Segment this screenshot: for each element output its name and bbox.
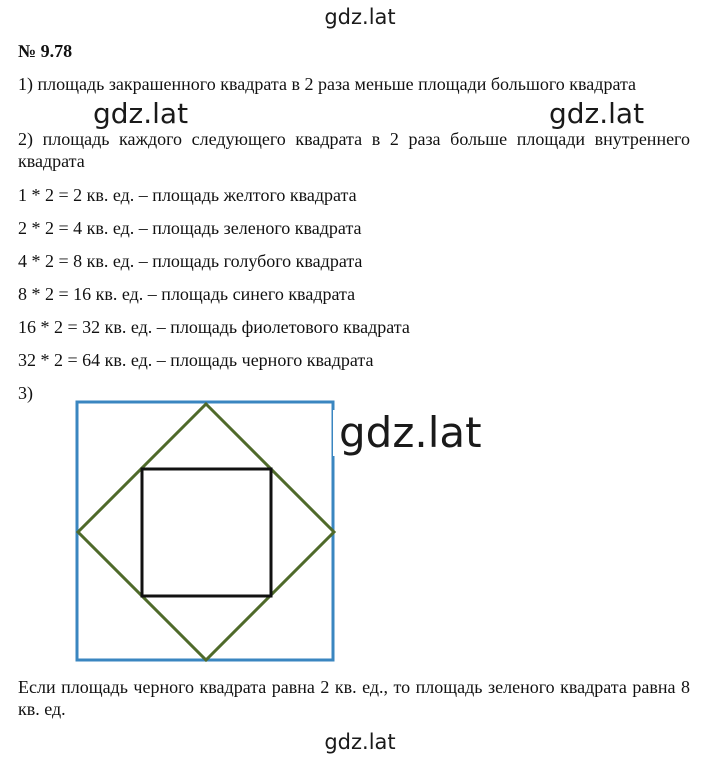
calculation-line: 16 * 2 = 32 кв. ед. – площадь фиолетового квадрата [18,317,410,337]
diamond-square [78,404,334,660]
point-1-text: 1) площадь закрашенного квадрата в 2 раза меньше площади большого квадрата [18,74,637,94]
watermark-top: gdz.lat [324,5,396,29]
calculation-line: 2 * 2 = 4 кв. ед. – площадь зеленого квадрата [18,218,362,238]
nested-squares-figure [70,398,342,664]
watermark-mid-right: gdz.lat [546,100,647,128]
calculation-line: 4 * 2 = 8 кв. ед. – площадь голубого квадрата [18,251,363,271]
conclusion-text: Если площадь черного квадрата равна 2 кв. ед., то площадь зеленого квадрата равна 8 кв. ед. [18,677,690,719]
calculation-line: 1 * 2 = 2 кв. ед. – площадь желтого квадрата [18,185,357,205]
watermark-mid-left: gdz.lat [90,100,191,128]
watermark-bottom: gdz.lat [324,730,396,754]
calculation-line: 8 * 2 = 16 кв. ед. – площадь синего квадрата [18,284,356,304]
outer-square [77,402,333,660]
point-2-text: 2) площадь каждого следующего квадрата в 2 раза больше площади внутреннего квадрата [18,129,690,171]
inner-square [142,469,271,596]
calculation-line: 32 * 2 = 64 кв. ед. – площадь черного квадрата [18,350,374,370]
point-3-label: 3) [18,383,33,403]
watermark-big: gdz.lat [333,410,488,456]
exercise-number: № 9.78 [18,41,73,61]
